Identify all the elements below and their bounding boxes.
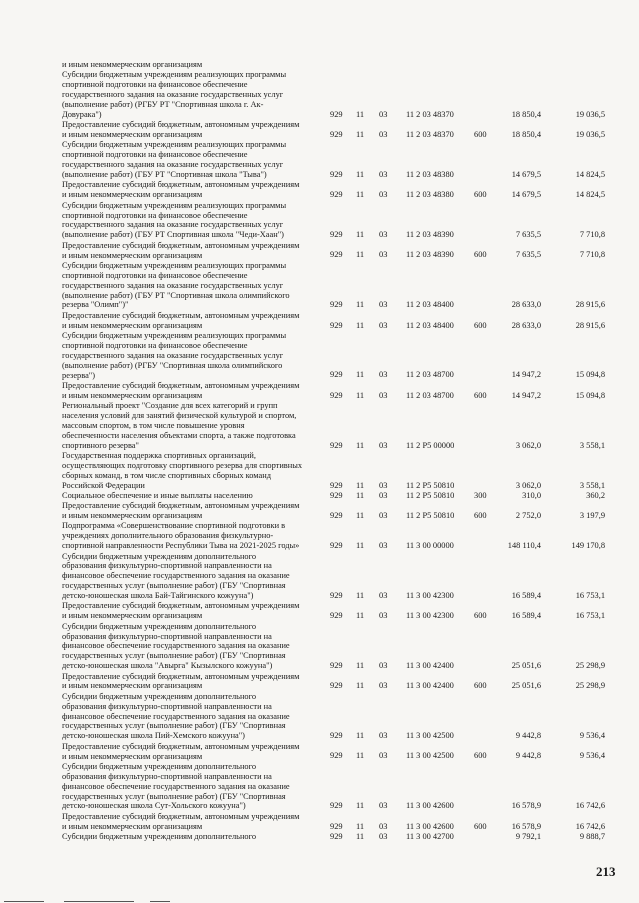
target-article-code: 11 2 03 48380 [406,170,454,180]
row-name-line: Предоставление субсидий бюджетным, автономным учреждениям [62,671,300,681]
table-row [0,521,639,551]
table-row [0,622,639,672]
amount-year-1: 28 633,0 [511,320,541,330]
amount-year-2: 9 536,4 [579,731,605,741]
row-name-line: образования физкультурно-спортивной направленности на [62,631,272,641]
target-article-code: 11 2 P5 50810 [406,490,455,500]
row-name-line: Субсидии бюджетным учреждениям дополнительного [62,621,257,631]
row-name [62,140,308,180]
row-name [62,742,308,762]
row-name-line: Субсидии бюджетным учреждениям дополнительного [62,831,257,841]
subsection-code: 03 [379,190,388,200]
row-name-line: и иным некоммерческим организациям [62,681,203,691]
subsection-code: 03 [379,681,388,691]
row-name-line: государственных услуг (выполнение работ) (ГБУ "Спортивная [62,651,286,661]
target-article-code: 11 3 00 42500 [406,751,454,761]
grbs-code: 929 [330,821,343,831]
row-name [62,812,308,832]
row-name-line: государственного задания на оказание государственных услуг [62,350,284,360]
amount-year-1: 16 589,4 [511,611,541,621]
row-name-line: детско-юношеская школа Бай-Тайгинского кожууна") [62,591,254,601]
row-name [62,672,308,692]
target-article-code: 11 2 03 48400 [406,320,454,330]
expense-type-code: 600 [474,130,487,140]
row-name-line: спортивной подготовки на финансовое обеспечение [62,270,248,280]
subsection-code: 03 [379,390,388,400]
row-name [62,180,308,200]
target-article-code: 11 2 03 48370 [406,109,454,119]
grbs-code: 929 [330,661,343,671]
subsection-code: 03 [379,440,388,450]
row-name-line: государственного задания на оказание государственных услуг [62,90,284,100]
row-name-line: образования физкультурно-спортивной направленности на [62,701,272,711]
table-row [0,832,639,842]
grbs-code: 929 [330,130,343,140]
grbs-code: 929 [330,681,343,691]
grbs-code: 929 [330,591,343,601]
page-number: 213 [596,864,616,879]
row-name-line: Предоставление субсидий бюджетным, автономным учреждениям [62,601,300,611]
section-code: 11 [356,440,365,450]
target-article-code: 11 3 00 42400 [406,661,454,671]
section-code: 11 [356,390,365,400]
row-name-line: и иным некоммерческим организациям [62,390,203,400]
row-name-line: Предоставление субсидий бюджетным, автономным учреждениям [62,240,300,250]
table-row [0,491,639,501]
row-name-line: Субсидии бюджетным учреждениям реализующих программы [62,140,287,150]
row-name-line: спортивной подготовки на финансовое обеспечение [62,340,248,350]
grbs-code: 929 [330,541,343,551]
row-name [62,311,308,331]
amount-year-2: 19 036,5 [575,130,605,140]
amount-year-1: 16 578,9 [511,801,541,811]
section-code: 11 [356,230,365,240]
grbs-code: 929 [330,440,343,450]
amount-year-2: 14 824,5 [575,190,605,200]
subsection-code: 03 [379,300,388,310]
grbs-code: 929 [330,751,343,761]
row-name [62,120,308,140]
target-article-code: 11 3 00 42400 [406,681,454,691]
table-row [0,120,639,140]
amount-year-1: 28 633,0 [511,300,541,310]
row-name-line: финансовое обеспечение государственного задания на оказание [62,711,290,721]
section-code: 11 [356,170,365,180]
grbs-code: 929 [330,250,343,260]
subsection-code: 03 [379,480,388,490]
table-row [0,401,639,451]
amount-year-2: 7 710,8 [579,250,605,260]
amount-year-1: 9 442,8 [515,751,541,761]
row-name-line: спортивной подготовки на финансовое обеспечение [62,150,248,160]
section-code: 11 [356,130,365,140]
section-code: 11 [356,511,365,521]
target-article-code: 11 2 03 48390 [406,230,454,240]
section-code: 11 [356,300,365,310]
target-article-code: 11 2 03 48700 [406,390,454,400]
amount-year-1: 310,0 [522,490,541,500]
table-row [0,742,639,762]
target-article-code: 11 2 P5 50810 [406,480,455,490]
row-name-line: государственных услуг (выполнение работ) (ГБУ "Спортивная [62,721,286,731]
row-name-line: спортивной подготовки на финансовое обеспечение [62,210,248,220]
row-name-line: Социальное обеспечение и иные выплаты населению [62,490,253,500]
row-name-line: спортивной направленности Республики Тыва на 2021-2025 годы» [62,541,300,551]
row-name [62,201,308,241]
amount-year-1: 3 062,0 [515,480,541,490]
section-code: 11 [356,681,365,691]
subsection-code: 03 [379,801,388,811]
target-article-code: 11 2 P5 00000 [406,440,455,450]
amount-year-2: 16 753,1 [575,611,605,621]
amount-year-1: 14 947,2 [511,370,541,380]
row-name-line: Субсидии бюджетным учреждениям реализующих программы [62,70,287,80]
amount-year-2: 3 197,9 [579,511,605,521]
table-row [0,311,639,331]
row-name [62,70,308,120]
amount-year-2: 16 742,6 [575,821,605,831]
amount-year-2: 28 915,6 [575,320,605,330]
expense-type-code: 600 [474,751,487,761]
row-name-line: сборных команд, в том числе спортивных сборных команд [62,470,271,480]
expense-type-code: 600 [474,511,487,521]
section-code: 11 [356,370,365,380]
row-name-line: Субсидии бюджетным учреждениям дополнительного [62,691,257,701]
row-name-line: Предоставление субсидий бюджетным, автономным учреждениям [62,501,300,511]
table-row [0,60,639,70]
row-name [62,401,308,451]
subsection-code: 03 [379,731,388,741]
amount-year-2: 9 888,7 [579,831,605,841]
expense-type-code: 300 [474,490,487,500]
row-name-line: образования физкультурно-спортивной направленности на [62,561,272,571]
section-code: 11 [356,611,365,621]
row-name-line: и иным некоммерческим организациям [62,130,203,140]
row-name-line: (выполнение работ) (ГБУ РТ "Спортивная школа "Тыва") [62,170,267,180]
amount-year-1: 16 578,9 [511,821,541,831]
amount-year-1: 14 947,2 [511,390,541,400]
table-row [0,762,639,812]
target-article-code: 11 2 P5 50810 [406,511,455,521]
section-code: 11 [356,541,365,551]
row-name-line: Субсидии бюджетным учреждениям реализующих программы [62,260,287,270]
section-code: 11 [356,190,365,200]
row-name [62,451,308,491]
row-name [62,261,308,311]
subsection-code: 03 [379,370,388,380]
expense-type-code: 600 [474,821,487,831]
row-name [62,622,308,672]
target-article-code: 11 3 00 42700 [406,831,454,841]
row-name-line: массовым спортом, в том числе повышение уровня [62,420,245,430]
amount-year-2: 7 710,8 [579,230,605,240]
expense-type-code: 600 [474,390,487,400]
table-row [0,201,639,241]
row-name-line: Российской Федерации [62,480,145,490]
grbs-code: 929 [330,831,343,841]
expense-type-code: 600 [474,250,487,260]
table-row [0,261,639,311]
row-name-line: обеспеченности населения объектами спорта, а также подготовка [62,430,296,440]
grbs-code: 929 [330,190,343,200]
row-name-line: детско-юношеская школа "Авырга" Кызылского кожууна") [62,661,273,671]
table-row [0,692,639,742]
row-name-line: учреждениях дополнительного образования физкультурно- [62,531,274,541]
grbs-code: 929 [330,320,343,330]
target-article-code: 11 2 03 48380 [406,190,454,200]
section-code: 11 [356,250,365,260]
subsection-code: 03 [379,250,388,260]
row-name-line: и иным некоммерческим организациям [62,511,203,521]
row-name-line: резерва") [62,370,95,380]
amount-year-2: 149 170,8 [571,541,605,551]
amount-year-1: 3 062,0 [515,440,541,450]
amount-year-1: 18 850,4 [511,109,541,119]
row-name-line: государственного задания на оказание государственных услуг [62,280,284,290]
target-article-code: 11 3 00 42300 [406,591,454,601]
target-article-code: 11 2 03 48390 [406,250,454,260]
expense-type-code: 600 [474,681,487,691]
row-name-line: Довурака") [62,109,102,119]
row-name-line: Подпрограмма «Совершенствование спортивной подготовки в [62,521,286,531]
grbs-code: 929 [330,170,343,180]
row-name-line: и иным некоммерческим организациям [62,320,203,330]
amount-year-2: 3 558,1 [579,480,605,490]
target-article-code: 11 3 00 42600 [406,801,454,811]
row-name-line: Предоставление субсидий бюджетным, автономным учреждениям [62,120,300,130]
subsection-code: 03 [379,320,388,330]
subsection-code: 03 [379,821,388,831]
row-name [62,692,308,742]
section-code: 11 [356,831,365,841]
row-name-line: и иным некоммерческим организациям [62,821,203,831]
row-name-line: финансовое обеспечение государственного задания на оказание [62,641,290,651]
table-row [0,241,639,261]
row-name-line: Субсидии бюджетным учреждениям дополнительного [62,551,257,561]
row-name-line: Предоставление субсидий бюджетным, автономным учреждениям [62,380,300,390]
row-name-line: государственного задания на оказание государственных услуг [62,220,284,230]
row-name-line: (выполнение работ) (ГБУ РТ "Спортивная школа олимпийского [62,290,290,300]
row-name-line: детско-юношеская школа Сут-Хольского кожууна") [62,801,246,811]
grbs-code: 929 [330,611,343,621]
section-code: 11 [356,320,365,330]
grbs-code: 929 [330,230,343,240]
target-article-code: 11 2 03 48400 [406,300,454,310]
grbs-code: 929 [330,390,343,400]
amount-year-1: 18 850,4 [511,130,541,140]
scan-artifact [64,901,134,902]
subsection-code: 03 [379,751,388,761]
section-code: 11 [356,661,365,671]
amount-year-2: 14 824,5 [575,170,605,180]
row-name-line: и иным некоммерческим организациям [62,751,203,761]
row-name-line: Субсидии бюджетным учреждениям дополнительного [62,761,257,771]
amount-year-1: 25 051,6 [511,681,541,691]
amount-year-1: 25 051,6 [511,661,541,671]
row-name-line: (выполнение работ) (ГБУ РТ Спортивная школа "Чеди-Хаан") [62,230,284,240]
target-article-code: 11 2 03 48370 [406,130,454,140]
row-name [62,521,308,551]
row-name [62,552,308,602]
grbs-code: 929 [330,490,343,500]
scan-artifact [4,901,44,902]
row-name-line: и иным некоммерческим организациям [62,250,203,260]
row-name-line: финансовое обеспечение государственного задания на оказание [62,781,290,791]
amount-year-2: 360,2 [586,490,605,500]
subsection-code: 03 [379,490,388,500]
table-row [0,140,639,180]
section-code: 11 [356,731,365,741]
section-code: 11 [356,591,365,601]
row-name-line: финансовое обеспечение государственного задания на оказание [62,571,290,581]
row-name-line: (выполнение работ) (РГБУ "Спортивная школа олимпийского [62,360,283,370]
row-name-line: Субсидии бюджетным учреждениям реализующих программы [62,200,287,210]
target-article-code: 11 3 00 00000 [406,541,454,551]
amount-year-2: 25 298,9 [575,661,605,671]
row-name-line: государственного задания на оказание государственных услуг [62,160,284,170]
section-code: 11 [356,109,365,119]
amount-year-2: 15 094,8 [575,370,605,380]
table-row [0,451,639,491]
amount-year-2: 16 753,1 [575,591,605,601]
subsection-code: 03 [379,611,388,621]
grbs-code: 929 [330,109,343,119]
subsection-code: 03 [379,541,388,551]
grbs-code: 929 [330,731,343,741]
amount-year-2: 28 915,6 [575,300,605,310]
amount-year-1: 16 589,4 [511,591,541,601]
row-name-line: Субсидии бюджетным учреждениям реализующих программы [62,330,287,340]
row-name-line: Предоставление субсидий бюджетным, автономным учреждениям [62,180,300,190]
grbs-code: 929 [330,511,343,521]
table-row [0,812,639,832]
row-name-line: и иным некоммерческим организациям [62,60,203,69]
section-code: 11 [356,490,365,500]
row-name-line: спортивной подготовки на финансовое обеспечение [62,80,248,90]
row-name-line: детско-юношеская школа Пий-Хемского кожууна") [62,731,245,741]
row-name-line: и иным некоммерческим организациям [62,190,203,200]
section-code: 11 [356,480,365,490]
subsection-code: 03 [379,591,388,601]
subsection-code: 03 [379,130,388,140]
row-name [62,381,308,401]
row-name [62,331,308,381]
table-row [0,381,639,401]
table-row [0,672,639,692]
table-row [0,70,639,120]
expense-type-code: 600 [474,320,487,330]
row-name-line: (выполнение работ) (РГБУ РТ "Спортивная школа г. Ак- [62,100,264,110]
row-name-line: Государственная поддержка спортивных организаций, [62,450,256,460]
amount-year-2: 9 536,4 [579,751,605,761]
amount-year-1: 9 442,8 [515,731,541,741]
amount-year-2: 16 742,6 [575,801,605,811]
subsection-code: 03 [379,661,388,671]
row-name [62,501,308,521]
amount-year-2: 25 298,9 [575,681,605,691]
row-name [62,601,308,621]
amount-year-1: 2 752,0 [515,511,541,521]
subsection-code: 03 [379,831,388,841]
amount-year-1: 7 635,5 [515,250,541,260]
row-name-line: резерва "Олимп")" [62,300,129,310]
amount-year-1: 7 635,5 [515,230,541,240]
row-name-line: Предоставление субсидий бюджетным, автономным учреждениям [62,310,300,320]
table-row [0,501,639,521]
row-name [62,60,308,70]
amount-year-1: 14 679,5 [511,170,541,180]
row-name-line: государственных услуг (выполнение работ) (ГБУ "Спортивная [62,791,286,801]
grbs-code: 929 [330,370,343,380]
target-article-code: 11 3 00 42600 [406,821,454,831]
table-row [0,331,639,381]
amount-year-1: 14 679,5 [511,190,541,200]
row-name [62,762,308,812]
subsection-code: 03 [379,511,388,521]
expense-type-code: 600 [474,611,487,621]
row-name-line: государственных услуг (выполнение работ) (ГБУ "Спортивная [62,581,286,591]
amount-year-2: 3 558,1 [579,440,605,450]
row-name-line: Предоставление субсидий бюджетным, автономным учреждениям [62,811,300,821]
row-name-line: осуществляющих подготовку спортивного резерва для спортивных [62,460,303,470]
section-code: 11 [356,821,365,831]
section-code: 11 [356,751,365,761]
row-name [62,241,308,261]
row-name-line: и иным некоммерческим организациям [62,611,203,621]
table-row [0,601,639,621]
row-name-line: населения условий для занятий физической культурой и спортом, [62,410,297,420]
row-name [62,832,308,842]
amount-year-1: 9 792,1 [515,831,541,841]
target-article-code: 11 3 00 42300 [406,611,454,621]
scan-artifact [150,901,170,902]
row-name-line: спортивного резерва" [62,440,139,450]
expense-type-code: 600 [474,190,487,200]
amount-year-2: 19 036,5 [575,109,605,119]
row-name [62,491,308,501]
row-name-line: Региональный проект "Создание для всех категорий и групп [62,401,278,410]
row-name-line: образования физкультурно-спортивной направленности на [62,771,272,781]
grbs-code: 929 [330,801,343,811]
subsection-code: 03 [379,109,388,119]
table-row [0,180,639,200]
target-article-code: 11 2 03 48700 [406,370,454,380]
subsection-code: 03 [379,170,388,180]
table-row [0,552,639,602]
row-name-line: Предоставление субсидий бюджетным, автономным учреждениям [62,741,300,751]
amount-year-2: 15 094,8 [575,390,605,400]
amount-year-1: 148 110,4 [507,541,541,551]
grbs-code: 929 [330,480,343,490]
section-code: 11 [356,801,365,811]
grbs-code: 929 [330,300,343,310]
target-article-code: 11 3 00 42500 [406,731,454,741]
subsection-code: 03 [379,230,388,240]
